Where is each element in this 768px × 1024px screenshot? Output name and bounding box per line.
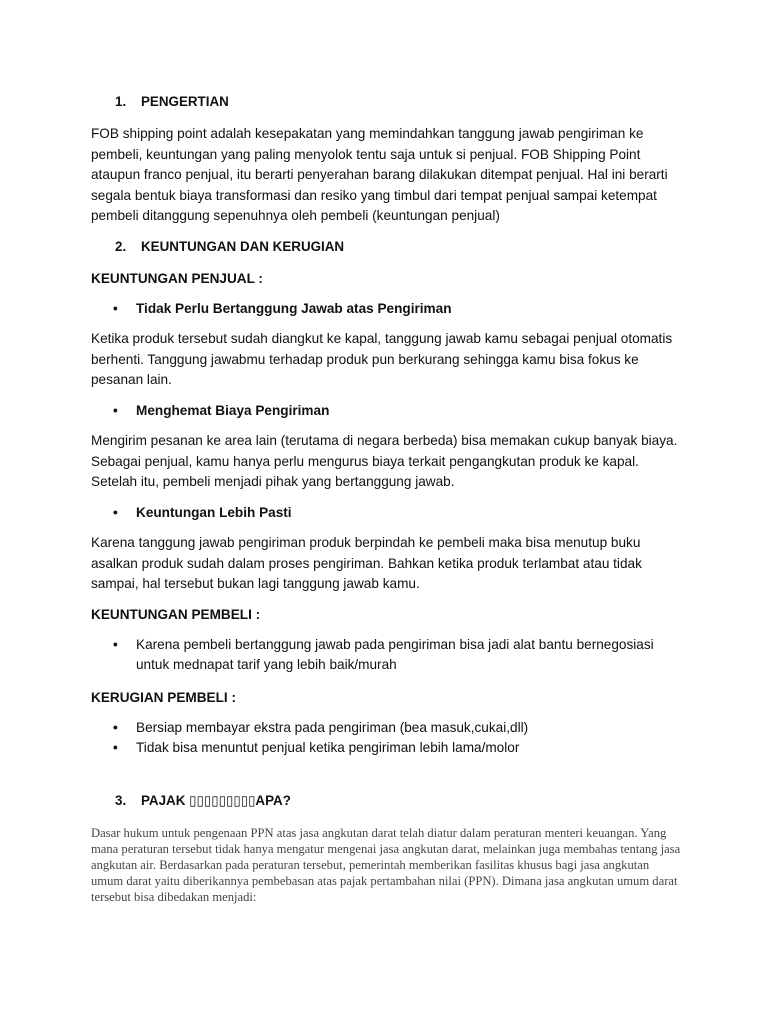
section-heading-pajak: 3. PAJAK ▯▯▯▯▯▯▯▯▯APA? <box>115 792 291 808</box>
bullet-icon: • <box>113 719 118 735</box>
bullet-icon: • <box>113 504 118 520</box>
list-item: • Tidak bisa menuntut penjual ketika pengiriman lebih lama/molor <box>91 738 681 759</box>
kerugian-list <box>91 718 681 759</box>
benefit-paragraph: Ketika produk tersebut sudah diangkut ke kapal, tanggung jawab kamu sebagai penjual otomatis berhenti. Tanggung jawabmu terhadap produk pun berkurang sehingga kamu bisa fokus ke pesanan lain. <box>91 331 673 387</box>
document-page <box>91 92 681 905</box>
benefit-paragraph: Mengirim pesanan ke area lain (terutama di negara berbeda) bisa memakan cukup banyak biaya. Sebagai penjual, kamu hanya perlu mengurus biaya terkait pengangkutan produk ke kapal. Setelah itu, pembeli menjadi pihak yang bertanggung jawab. <box>91 433 678 489</box>
bullet-icon: • <box>113 740 118 755</box>
bullet-icon: • <box>113 636 118 652</box>
bullet-icon: • <box>113 402 118 418</box>
benefit-paragraph: Karena tanggung jawab pengiriman produk berpindah ke pembeli maka bisa menutup buku asalkan produk sudah dalam proses pengiriman. Bahkan ketika produk terlambat atau tidak sampai, hal tersebut bukan lagi tanggung jawab kamu. <box>91 535 642 591</box>
list-item: • Menghemat Biaya Pengiriman <box>91 401 681 422</box>
pajak-paragraph: Dasar hukum untuk pengenaan PPN atas jasa angkutan darat telah diatur dalam peraturan menteri keuangan. Yang mana peraturan tersebut tidak hanya mengatur mengenai jasa angkutan darat, melainkan juga membahas tentang jasa angkutan air. Berdasarkan pada peraturan tersebut, pemerintah memberikan fasilitas khusus bagi jasa angkutan umum darat yaitu diberikannya pembebasan atas pajak pertambahan nilai (PPN). Dimana jasa angkutan umum darat tersebut bisa dibedakan menjadi: <box>91 825 681 904</box>
list-item: • Karena pembeli bertanggung jawab pada pengiriman bisa jadi alat bantu bernegosiasi untuk mednapat tarif yang lebih baik/murah <box>113 636 654 672</box>
keuntungan-penjual-label: KEUNTUNGAN PENJUAL : <box>91 270 263 286</box>
keuntungan-pembeli-label: KEUNTUNGAN PEMBELI : <box>91 606 261 622</box>
section-heading-pengertian: 1. PENGERTIAN <box>115 94 229 109</box>
pengertian-paragraph: FOB shipping point adalah kesepakatan yang memindahkan tanggung jawab pengiriman ke pembeli, keuntungan yang paling menyolok tentu saja untuk si penjual. FOB Shipping Point ataupun franco penjual, itu berarti penyerahan barang dilakukan ditempat penjual. Hal ini berarti segala bentuk biaya transformasi dan resiko yang timbul dari tempat penjual sampai ketempat pembeli ditanggung sepenuhnya oleh pembeli (keuntungan penjual) <box>91 126 668 223</box>
section-heading-keuntungan-kerugian: 2. KEUNTUNGAN DAN KERUGIAN <box>115 238 345 254</box>
list-item: • Keuntungan Lebih Pasti <box>91 503 681 524</box>
kerugian-pembeli-label: KERUGIAN PEMBELI : <box>91 689 237 705</box>
list-item: • Tidak Perlu Bertanggung Jawab atas Pengiriman <box>91 299 681 320</box>
bullet-icon: • <box>113 300 118 316</box>
list-item: • Bersiap membayar ekstra pada pengiriman (bea masuk,cukai,dll) <box>91 718 681 739</box>
